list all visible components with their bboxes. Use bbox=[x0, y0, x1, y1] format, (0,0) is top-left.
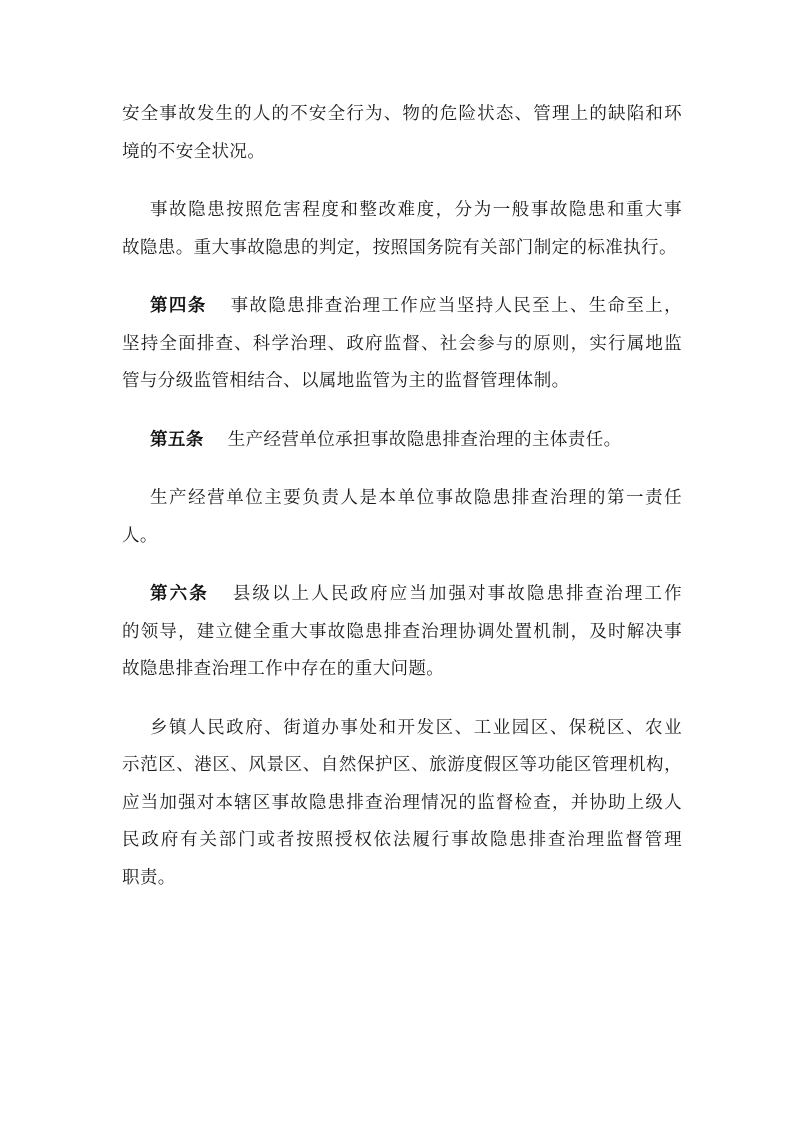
text-line: 的领导，建立健全重大事故隐患排查治理协调处置机制，及时解决事 bbox=[122, 621, 682, 642]
paragraph-primary-responsible-person bbox=[122, 480, 682, 555]
article-text: 生产经营单位承担事故隐患排查治理的主体责任。 bbox=[227, 429, 622, 450]
article-label: 第五条 bbox=[150, 429, 204, 450]
article-label: 第六条 bbox=[150, 584, 209, 604]
article-6 bbox=[122, 576, 682, 689]
text-line: 职责。 bbox=[122, 867, 176, 888]
text-line: 管与分级监管相结合、以属地监管为主的监督管理体制。 bbox=[122, 371, 570, 391]
text-line bbox=[122, 422, 682, 460]
text-line: 事故隐患按照危害程度和整改难度，分为一般事故隐患和重大事 bbox=[150, 200, 682, 220]
document-body bbox=[122, 96, 682, 897]
text-line: 示范区、港区、风景区、自然保护区、旅游度假区等功能区管理机构， bbox=[122, 755, 682, 775]
text-line bbox=[122, 576, 682, 614]
text-line: 应当加强对本辖区事故隐患排查治理情况的监督检查，并协助上级人 bbox=[122, 792, 682, 813]
text-line: 坚持全面排查、科学治理、政府监督、社会参与的原则，实行属地监 bbox=[122, 333, 682, 354]
article-5 bbox=[122, 422, 682, 460]
article-4 bbox=[122, 288, 682, 401]
paragraph-hazard-classification bbox=[122, 192, 682, 267]
text-line: 民政府有关部门或者按照授权依法履行事故隐患排查治理监督管理 bbox=[122, 830, 682, 850]
article-label: 第四条 bbox=[150, 296, 207, 316]
text-line: 故隐患排查治理工作中存在的重大问题。 bbox=[122, 659, 445, 679]
paragraph-township-supervision bbox=[122, 710, 682, 898]
article-text: 县级以上人民政府应当加强对事故隐患排查治理工作 bbox=[232, 584, 682, 604]
paragraph-continuation bbox=[122, 96, 682, 171]
text-line: 人。 bbox=[122, 525, 158, 546]
text-line: 安全事故发生的人的不安全行为、物的危险状态、管理上的缺陷和环 bbox=[122, 104, 682, 124]
text-line: 乡镇人民政府、街道办事处和开发区、工业园区、保税区、农业 bbox=[150, 717, 682, 738]
text-line: 境的不安全状况。 bbox=[122, 141, 266, 162]
text-line bbox=[122, 288, 682, 326]
text-line: 故隐患。重大事故隐患的判定，按照国务院有关部门制定的标准执行。 bbox=[122, 237, 677, 258]
text-line: 生产经营单位主要负责人是本单位事故隐患排查治理的第一责任 bbox=[150, 488, 682, 508]
article-text: 事故隐患排查治理工作应当坚持人民至上、生命至上， bbox=[230, 296, 682, 316]
